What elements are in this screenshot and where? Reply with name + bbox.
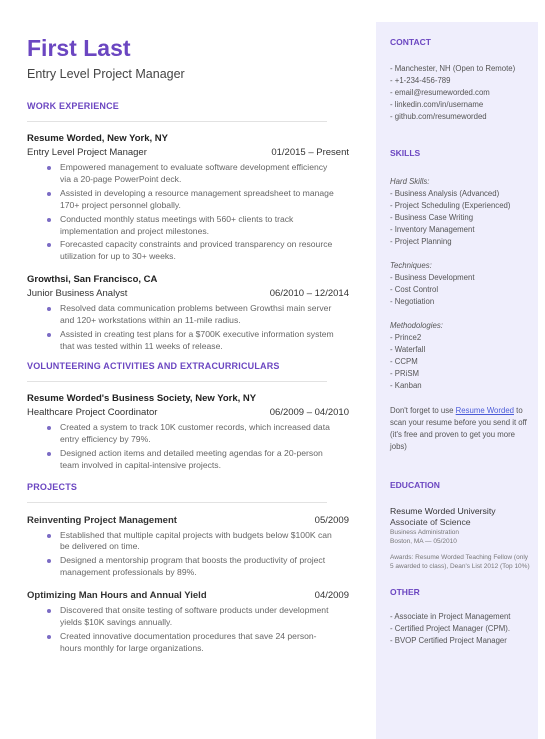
project-entry (27, 515, 352, 580)
skills-heading: SKILLS (390, 148, 421, 158)
skill-item: - Business Case Writing (390, 213, 474, 222)
section-divider (27, 121, 327, 122)
scan-note (390, 405, 530, 453)
contact-list (390, 63, 530, 123)
education-location: Boston, MA — 05/2010 (390, 538, 457, 545)
project-bullets (47, 605, 337, 655)
skill-item: - Project Scheduling (Experienced) (390, 201, 511, 210)
education-awards: Awards: Resume Worded Teaching Fellow (only 5 awarded to class), Dean's List 2012 (Top 10%) (390, 554, 530, 570)
section-divider (27, 381, 327, 382)
hard-skills-list (390, 188, 530, 248)
education-field: Business Administration (390, 529, 460, 536)
job-organization: Resume Worded, New York, NY (27, 133, 168, 144)
methodology-item: - Kanban (390, 381, 422, 390)
project-date: 04/2009 (314, 590, 349, 602)
methodology-item: - PRiSM (390, 369, 420, 378)
bullet-item: Resolved data communication problems between Growthsi main server and 120+ workstations within an 11-mile radius. (47, 303, 337, 327)
job-role-row (27, 147, 349, 158)
other-item: - Certified Project Manager (CPM). (390, 624, 511, 633)
volunteer-role-row (27, 407, 349, 418)
job-dates: 01/2015 – Present (271, 147, 349, 158)
technique-item: - Business Development (390, 273, 475, 282)
methodologies-label: Methodologies: (390, 321, 443, 330)
other-item: - BVOP Certified Project Manager (390, 636, 507, 645)
methodologies-list (390, 332, 530, 392)
hard-skills-label: Hard Skills: (390, 177, 430, 186)
contact-location: - Manchester, NH (Open to Remote) (390, 64, 516, 73)
project-row (27, 515, 349, 526)
job-role: Entry Level Project Manager (27, 147, 147, 158)
bullet-item: Discovered that onsite testing of software products under development yields $10K savings annually. (47, 605, 337, 629)
scan-note-suffix: to scan your resume before you send it off (it's free and proven to get you more jobs) (390, 406, 527, 451)
bullet-item: Designed action items and detailed meeting agendas for a 20-person team involved in capital-intensive projects. (47, 448, 337, 472)
bullet-item: Conducted monthly status meetings with 560+ clients to track implementation and project milestones. (47, 214, 337, 238)
project-row (27, 590, 349, 601)
contact-heading: CONTACT (390, 37, 431, 47)
technique-item: - Negotiation (390, 297, 435, 306)
contact-github[interactable]: - github.com/resumeworded (390, 112, 487, 121)
methodology-item: - Waterfall (390, 345, 426, 354)
bullet-item: Designed a mentorship program that boosts the productivity of project management professionals by 89%. (47, 555, 337, 579)
project-name: Reinventing Project Management (27, 514, 177, 526)
other-list (390, 611, 530, 647)
job-dates: 06/2010 – 12/2014 (269, 288, 349, 300)
job-entry (27, 274, 352, 353)
project-date: 05/2009 (314, 514, 349, 526)
volunteering-heading: VOLUNTEERING ACTIVITIES AND EXTRACURRICULARS (27, 360, 280, 371)
job-bullets (47, 303, 337, 353)
job-role-row (27, 288, 349, 299)
techniques-label: Techniques: (390, 261, 432, 270)
candidate-title: Entry Level Project Manager (27, 67, 185, 81)
methodology-item: - Prince2 (390, 333, 422, 342)
scan-note-prefix: Don't forget to use (390, 406, 456, 415)
resume-worded-link[interactable]: Resume Worded (455, 406, 514, 415)
methodology-item: - CCPM (390, 357, 418, 366)
main-column (27, 34, 352, 657)
project-name: Optimizing Man Hours and Annual Yield (27, 590, 207, 602)
volunteer-entry (27, 393, 352, 472)
contact-email[interactable]: - email@resumeworded.com (390, 88, 490, 97)
volunteer-role: Healthcare Project Coordinator (27, 406, 158, 418)
volunteer-dates: 06/2009 – 04/2010 (269, 406, 349, 418)
techniques-list (390, 272, 530, 308)
contact-linkedin[interactable]: - linkedin.com/in/username (390, 100, 484, 109)
job-organization: Growthsi, San Francisco, CA (27, 274, 158, 286)
bullet-item: Created a system to track 10K customer records, which increased data entry efficiency by 79%. (47, 422, 337, 446)
volunteer-bullets (47, 422, 337, 472)
bullet-item: Empowered management to evaluate software development efficiency via a 20-page PowerPoint deck. (47, 162, 337, 186)
bullet-item: Established that multiple capital projects with budgets below $100K can be delivered on time. (47, 530, 337, 554)
other-heading: OTHER (390, 587, 420, 597)
skill-item: - Project Planning (390, 237, 452, 246)
work-experience-heading: WORK EXPERIENCE (27, 101, 120, 111)
bullet-item: Created innovative documentation procedures that save 24 person-hours monthly for large organizations. (47, 631, 337, 655)
education-school: Resume Worded University (390, 506, 496, 516)
technique-item: - Cost Control (390, 285, 439, 294)
bullet-item: Forecasted capacity constraints and proviced transparency on resource utilization for up to 30+ weeks. (47, 239, 337, 263)
projects-heading: PROJECTS (27, 481, 78, 492)
skill-item: - Business Analysis (Advanced) (390, 189, 500, 198)
education-degree: Associate of Science (390, 517, 471, 527)
candidate-name: First Last (27, 35, 131, 61)
project-bullets (47, 530, 337, 580)
volunteer-organization: Resume Worded's Business Society, New York, NY (27, 392, 257, 404)
project-entry (27, 590, 352, 655)
job-entry (27, 133, 352, 263)
bullet-item: Assisted in creating test plans for a $700K executive information system that was tested within 11 weeks of release. (47, 329, 337, 353)
other-item: - Associate in Project Management (390, 612, 511, 621)
skill-item: - Inventory Management (390, 225, 475, 234)
bullet-item: Assisted in developing a resource management spreadsheet to manage 170+ project personnel globally. (47, 188, 337, 212)
job-bullets (47, 162, 337, 263)
job-role: Junior Business Analyst (27, 288, 128, 300)
contact-phone[interactable]: - +1-234-456-789 (390, 76, 451, 85)
sidebar (376, 22, 538, 739)
education-heading: EDUCATION (390, 480, 440, 490)
section-divider (27, 502, 327, 503)
